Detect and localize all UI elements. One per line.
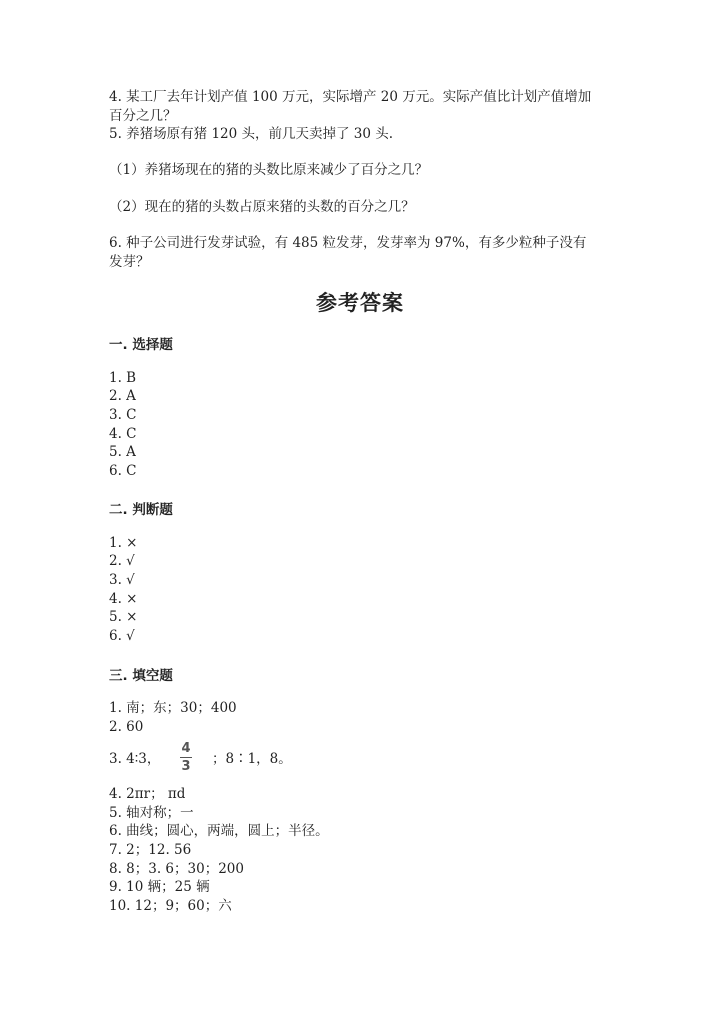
- fraction-numerator: 4: [181, 741, 191, 756]
- fraction-bar: [180, 757, 192, 758]
- question-5: 5. 养猪场原有猪 120 头，前几天卖掉了 30 头.: [109, 126, 394, 142]
- fill-answer-10: 10. 12；9；60；六: [109, 898, 232, 914]
- fraction: [178, 742, 194, 774]
- section-heading-fill: 三. 填空题: [109, 668, 173, 684]
- choice-answer-6: 6. C: [109, 463, 137, 479]
- question-5-sub-1: （1）养猪场现在的猪的头数比原来减少了百分之几？: [109, 162, 429, 178]
- answer-title: 参考答案: [316, 291, 404, 315]
- choice-answer-5: 5. A: [109, 444, 136, 460]
- judge-answer-4: 4. ×: [109, 591, 138, 607]
- fill-answer-4: 4. 2πr； πd: [109, 786, 186, 802]
- section-heading-choice: 一. 选择题: [109, 337, 173, 353]
- judge-answer-3: 3. √: [109, 572, 135, 588]
- judge-answer-5: 5. ×: [109, 609, 138, 625]
- judge-answer-6: 6. √: [109, 628, 135, 644]
- fraction-denominator: 3: [181, 759, 191, 774]
- question-4-line-2: 百分之几？: [109, 108, 177, 124]
- choice-answer-4: 4. C: [109, 426, 137, 442]
- question-6-line-1: 6. 种子公司进行发芽试验，有 485 粒发芽，发芽率为 97%，有多少粒种子没有: [109, 235, 587, 251]
- choice-answer-1: 1. B: [109, 370, 137, 386]
- question-5-sub-2: （2）现在的猪的头数占原来猪的头数的百分之几？: [109, 199, 415, 215]
- choice-answer-3: 3. C: [109, 407, 137, 423]
- fill-answer-5: 5. 轴对称；一: [109, 805, 194, 821]
- fill-answer-3-prefix: 3. 4∶3，: [109, 751, 161, 767]
- judge-answer-1: 1. ×: [109, 535, 138, 551]
- section-heading-judge: 二. 判断题: [109, 502, 173, 518]
- fill-answer-7: 7. 2；12. 56: [109, 842, 192, 858]
- fill-answer-6: 6. 曲线；圆心，两端，圆上；半径。: [109, 823, 329, 839]
- fill-answer-2: 2. 60: [109, 719, 144, 735]
- fill-answer-9: 9. 10 辆；25 辆: [109, 879, 210, 895]
- question-4-line-1: 4. 某工厂去年计划产值 100 万元，实际增产 20 万元。实际产值比计划产值增加: [109, 89, 592, 105]
- fill-answer-1: 1. 南；东；30；400: [109, 700, 237, 716]
- fill-answer-8: 8. 8；3. 6；30；200: [109, 861, 244, 877]
- question-6-line-2: 发芽？: [109, 254, 150, 270]
- choice-answer-2: 2. A: [109, 388, 136, 404]
- fill-answer-3-suffix: ；8∶1，8。: [212, 751, 292, 767]
- judge-answer-2: 2. √: [109, 553, 135, 569]
